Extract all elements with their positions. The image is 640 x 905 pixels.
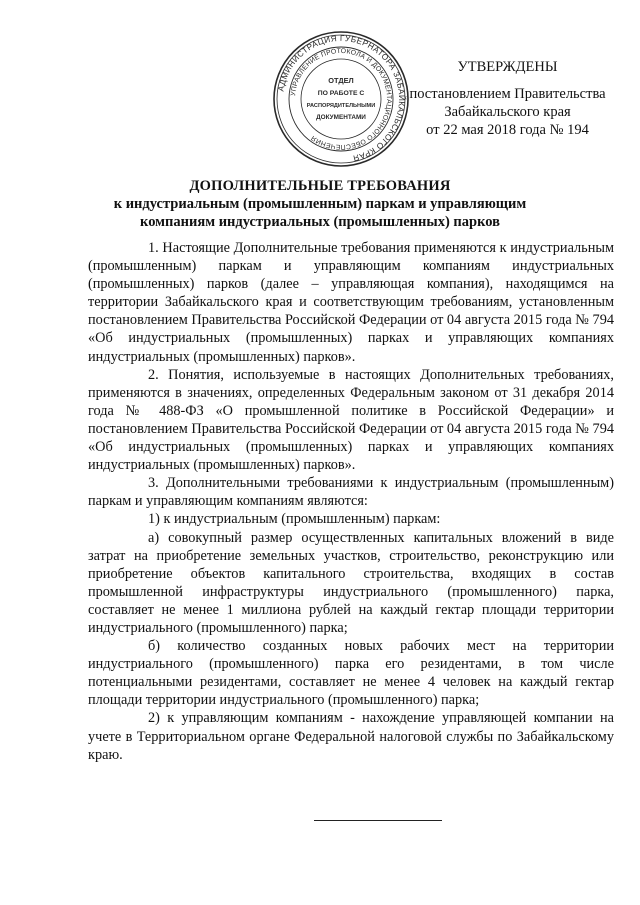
paragraph-1: 1. Настоящие Дополнительные требования применяются к индустриальным (промышленным) паркам и управляющим компаниям индустриальных (промышленных) парков (далее – управляющая компания), находящимся на территории Забайкальского края и соответствующим требованиям, установленным постановлением Правительства Российской Федерации от 04 августа 2015 года № 794 «Об индустриальных (промышленных) парках и управляющих компаниях индустриальных (промышленных) парков». — [88, 240, 614, 365]
approval-heading: УТВЕРЖДЕНЫ — [457, 59, 558, 75]
stamp-center-line-4: ДОКУМЕНТАМИ — [316, 114, 366, 121]
approval-line-3: от 22 мая 2018 года № 194 — [426, 122, 589, 138]
stamp-center-line-2: ПО РАБОТЕ С — [317, 90, 365, 97]
stamp-center-line-1: ОТДЕЛ — [328, 76, 354, 85]
title-main: ДОПОЛНИТЕЛЬНЫЕ ТРЕБОВАНИЯ — [189, 178, 451, 194]
title-subtitle-1: к индустриальным (промышленным) паркам и управляющим — [113, 196, 527, 212]
stamp-center-line-3: РАСПОРЯДИТЕЛЬНЫМИ — [306, 103, 376, 109]
document-title — [110, 177, 530, 231]
svg-text:УПРАВЛЕНИЕ ПРОТОКОЛА И ДОКУМЕН — [290, 48, 392, 150]
stamp-outer-text: АДМИНИСТРАЦИЯ ГУБЕРНАТОРА ЗАБАЙКАЛЬСКОГО КРАЯ — [276, 33, 407, 163]
approval-block — [390, 58, 625, 139]
approval-line-2: Забайкальского края — [444, 104, 571, 120]
paragraph-3-2: 2) к управляющим компаниям - нахождение управляющей компании на учете в Территориальном органе Федеральной налоговой службы по Забайкальскому краю. — [88, 710, 614, 763]
paragraph-3-1: 1) к индустриальным (промышленным) паркам: — [148, 511, 441, 528]
title-subtitle-2: компаниям индустриальных (промышленных) парков — [140, 214, 500, 230]
stamp-inner-text: УПРАВЛЕНИЕ ПРОТОКОЛА И ДОКУМЕНТАЦИОННОГО ОБЕСПЕЧЕНИЯ — [290, 47, 393, 151]
approval-line-1: постановлением Правительства — [409, 86, 606, 102]
paragraph-3-1-b: б) количество созданных новых рабочих мест на территории индустриального (промышленного) парка его резидентами, в том числе потенциальными резидентами, составляет не менее 4 человек на каждый гектар площади территории индустриального (промышленного) парка; — [88, 638, 614, 709]
paragraph-3-1-a: а) совокупный размер осуществленных капитальных вложений в виде затрат на приобретение земельных участков, строительство, реконструкцию или приобретение объектов капитального строительства, входящих в состав промышленной инфраструктуры индустриального (промышленного) парка, составляет не менее 1 миллиона рублей на каждый гектар площади территории индустриального (промышленного) парка; — [88, 529, 614, 636]
document-body — [88, 239, 614, 764]
closing-divider — [314, 820, 442, 821]
paragraph-3: 3. Дополнительными требованиями к индустриальным (промышленным) паркам и управляющим компаниям являются: — [88, 475, 614, 510]
paragraph-2: 2. Понятия, используемые в настоящих Дополнительных требованиях, применяются в значениях, определенных Федеральным законом от 31 декабря 2014 года № 488-ФЗ «О промышленной политике в Российской Федерации» и постановлением Правительства Российской Федерации от 04 августа 2015 года № 794 «Об индустриальных (промышленных) парках и управляющих компаниях индустриальных (промышленных) парков». — [88, 366, 614, 474]
